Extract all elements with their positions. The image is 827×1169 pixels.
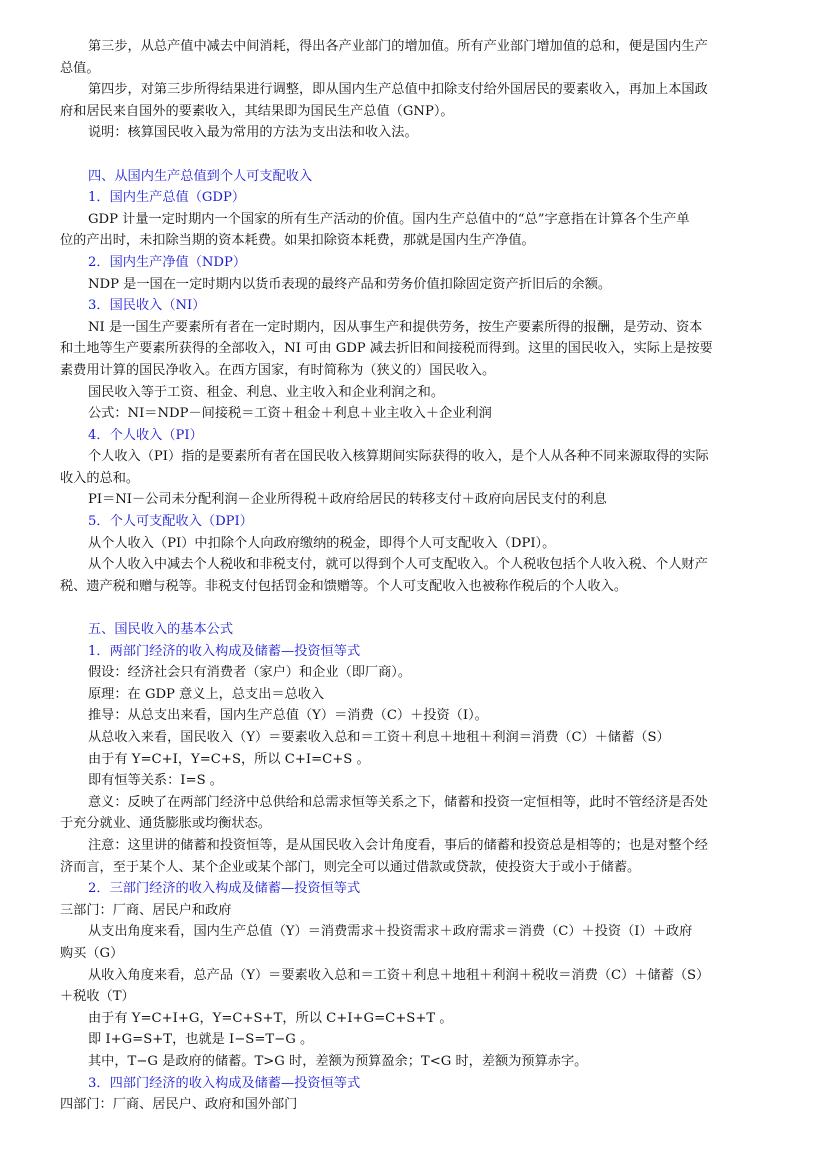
text-line: 其中，T−G 是政府的储蓄。T>G 时，差额为预算盈余；T<G 时，差额为预算赤字。 xyxy=(88,1053,588,1069)
text-line: 即 I+G=S+T，也就是 I−S=T−G 。 xyxy=(88,1032,314,1048)
section-heading: 1．国内生产总值（GDP） xyxy=(88,190,246,206)
text-line: 原理：在 GDP 意义上，总支出＝总收入 xyxy=(88,686,325,702)
text-line: 由于有 Y=C+I+G，Y=C+S+T，所以 C+I+G=C+S+T 。 xyxy=(88,1010,453,1026)
section-heading: 3．国民收入（NI） xyxy=(88,298,206,314)
text-line: 素费用计算的国民净收入。在西方国家，有时简称为（狭义的）国民收入。 xyxy=(60,362,496,378)
blank-line xyxy=(60,597,772,619)
section-heading: 2．国内生产净值（NDP） xyxy=(88,254,247,270)
text-line: GDP 计量一定时期内一个国家的所有生产活动的价值。国内生产总值中的“总”字意指在计算各个生产单 xyxy=(88,211,690,227)
text-line: 说明：核算国民收入最为常用的方法为支出法和收入法。 xyxy=(88,125,418,141)
text-line: 从总收入来看，国民收入（Y）＝要素收入总和＝工资＋利息＋地租＋利润＝消费（C）＋储蓄（S） xyxy=(88,730,670,745)
text-line: 税、遗产税和赠与税等。非税支付包括罚金和馈赠等。个人可支配收入也被称作税后的个人收入。 xyxy=(60,578,628,594)
text-line: 假设：经济社会只有消费者（家户）和企业（即厂商）。 xyxy=(88,665,412,681)
text-line: 总值。 xyxy=(60,60,100,76)
text-line: 推导：从总支出来看，国内生产总值（Y）＝消费（C）＋投资（I）。 xyxy=(88,708,488,724)
text-line: 第四步，对第三步所得结果进行调整，即从国内生产总值中扣除支付给外国居民的要素收入，再加上本国政 xyxy=(88,82,708,98)
text-line: 于充分就业、通货膨胀或均衡状态。 xyxy=(60,816,271,832)
text-line: 府和居民来自国外的要素收入，其结果即为国民生产总值（GNP）。 xyxy=(60,103,454,119)
text-line: 从个人收入（PI）中扣除个人向政府缴纳的税金，即得个人可支配收入（DPI）。 xyxy=(88,535,556,551)
text-line: 购买（G） xyxy=(60,945,124,961)
text-line: 意义：反映了在两部门经济中总供给和总需求恒等关系之下，储蓄和投资一定恒相等，此时不管经济是否处 xyxy=(88,794,708,810)
text-line: 位的产出时，未扣除当期的资本耗费。如果扣除资本耗费，那就是国内生产净值。 xyxy=(60,233,535,249)
text-line: 济而言，至于某个人、某个企业或某个部门，则完全可以通过借款或贷款，使投资大于或小于储蓄。 xyxy=(60,859,641,875)
text-line: 个人收入（PI）指的是要素所有者在国民收入核算期间实际获得的收入，是个人从各种不同来源取得的实际 xyxy=(88,449,709,465)
text-line: 国民收入等于工资、租金、利息、业主收入和企业利润之和。 xyxy=(88,384,445,400)
section-heading: 3．四部门经济的收入构成及储蓄—投资恒等式 xyxy=(88,1075,361,1091)
text-line: 公式：NI＝NDP－间接税＝工资＋租金＋利息＋业主收入＋企业利润 xyxy=(88,406,492,422)
text-line: 三部门：厂商、居民户和政府 xyxy=(60,902,232,918)
text-line: 从个人收入中减去个人税收和非税支付，就可以得到个人可支配收入。个人税收包括个人收入税、个人财产 xyxy=(88,557,708,573)
text-line: 收入的总和。 xyxy=(60,470,140,486)
section-heading: 1．两部门经济的收入构成及储蓄—投资恒等式 xyxy=(88,643,361,659)
text-line: 和土地等生产要素所获得的全部收入，NI 可由 GDP 减去折旧和间接税而得到。这里的国民收入，实际上是按要 xyxy=(60,341,713,357)
text-line: 即有恒等关系：I=S 。 xyxy=(88,773,223,789)
section-heading: 5．个人可支配收入（DPI） xyxy=(88,514,253,530)
text-line: 注意：这里讲的储蓄和投资恒等，是从国民收入会计角度看，事后的储蓄和投资总是相等的；也是对整个经 xyxy=(88,837,708,853)
text-line: 从支出角度来看，国内生产总值（Y）＝消费需求＋投资需求＋政府需求＝消费（C）＋投资（I）＋政府 xyxy=(88,924,693,940)
section-heading: 4．个人收入（PI） xyxy=(88,427,203,443)
text-line: 从收入角度来看，总产品（Y）＝要素收入总和＝工资＋利息＋地租＋利润＋税收＝消费（C）＋储蓄（S） xyxy=(88,967,710,983)
text-line: 第三步，从总产值中减去中间消耗，得出各产业部门的增加值。所有产业部门增加值的总和，便是国内生产 xyxy=(88,39,708,54)
section-heading: 五、国民收入的基本公式 xyxy=(88,622,234,638)
text-line: ＋税收（T） xyxy=(60,989,135,1005)
text-line: NDP 是一国在一定时期内以货币表现的最终产品和劳务价值扣除固定资产折旧后的余额。 xyxy=(88,276,612,292)
blank-line xyxy=(60,144,772,166)
section-heading: 2．三部门经济的收入构成及储蓄—投资恒等式 xyxy=(88,881,361,897)
section-heading: 四、从国内生产总值到个人可支配收入 xyxy=(88,168,313,184)
text-line: 由于有 Y=C+I，Y=C+S，所以 C+I=C+S 。 xyxy=(88,751,370,767)
text-line: 四部门：厂商、居民户、政府和国外部门 xyxy=(60,1097,298,1113)
document-body xyxy=(60,36,772,1116)
text-line: PI＝NI－公司未分配利润－企业所得税＋政府给居民的转移支付＋政府向居民支付的利息 xyxy=(88,492,607,508)
text-line: NI 是一国生产要素所有者在一定时期内，因从事生产和提供劳务，按生产要素所得的报酬，是劳动、资本 xyxy=(88,319,703,335)
